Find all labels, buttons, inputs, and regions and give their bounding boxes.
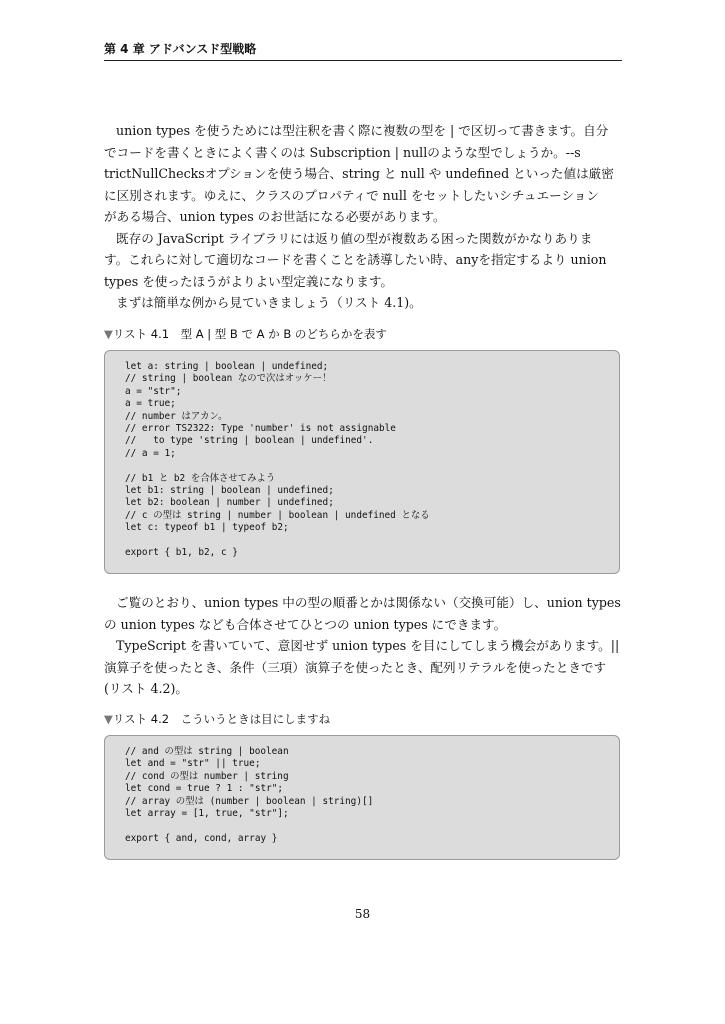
listing-4-2-code <box>105 736 619 845</box>
listing-4-2-label: リスト 4.2 こういうときは目にしますね <box>112 712 331 726</box>
text-line: types を使ったほうがよりよい型定義になります。 <box>104 273 394 289</box>
code-line: let b2: boolean | number | undefined; <box>125 497 334 509</box>
code-line: a = "str"; <box>125 385 182 397</box>
listing-4-2-caption <box>104 711 330 727</box>
text-line: 演算子を使ったとき、条件（三項）演算子を使ったとき、配列リテラルを使ったときです <box>104 659 607 675</box>
code-line: let and = "str" || true; <box>125 758 261 770</box>
listing-4-1-caption <box>104 326 387 342</box>
code-line: // error TS2322: Type 'number' is not assignable <box>125 422 396 434</box>
text-line: に区別されます。ゆえに、クラスのプロパティで null をセットしたいシチュエーション <box>104 187 599 203</box>
code-line: let a: string | boolean | undefined; <box>125 361 329 372</box>
text-line: union types を使うためには型注釈を書く際に複数の型を | で区切って書きます。自分 <box>116 123 609 138</box>
text-line: trictNullChecksオプションを使う場合、string と null や undefined といった値は厳密 <box>104 166 614 181</box>
code-line <box>125 534 619 546</box>
text-line: す。これらに対して適切なコードを書くことを誘導したい時、anyを指定するより union <box>104 252 607 267</box>
text-line: まずは簡単な例から見ていきましょう（リスト 4.1)。 <box>116 295 422 310</box>
code-line: let b1: string | boolean | undefined; <box>125 484 334 496</box>
code-line <box>125 460 619 472</box>
text-line: でコードを書くときによく書くのは Subscription | nullのような型でしょうか。--s <box>104 144 581 160</box>
listing-4-2-code-block <box>104 735 620 860</box>
header-rule <box>104 60 622 61</box>
chapter-running-head: 第 4 章 アドバンスド型戦略 <box>104 42 257 56</box>
code-line: // string | boolean なので次はオッケー！ <box>125 373 332 385</box>
text-line: の union types なども合体させてひとつの union types にできます。 <box>104 616 507 632</box>
code-line: let c: typeof b1 | typeof b2; <box>125 522 289 534</box>
code-line: a = true; <box>125 398 176 410</box>
code-line: // b1 と b2 を合体させてみよう <box>125 472 276 484</box>
text-line: 既存の JavaScript ライブラリには返り値の型が複数ある困った関数がかなりありま <box>116 230 593 246</box>
caption-triangle-icon: ▼ <box>104 712 113 726</box>
intro-paragraphs <box>104 120 622 314</box>
code-line: let cond = true ? 1 : "str"; <box>125 783 284 795</box>
page-number: 58 <box>354 907 371 921</box>
code-line: // number はアカン。 <box>125 410 228 422</box>
middle-paragraphs <box>104 592 622 700</box>
text-line: TypeScript を書いていて、意図せず union types を目にしてしまう機会があります。|| <box>116 638 620 653</box>
text-line: がある場合、union types のお世話になる必要があります。 <box>104 209 446 224</box>
code-line: // cond の型は number | string <box>125 770 289 782</box>
code-line: export { b1, b2, c } <box>125 546 238 558</box>
text-line: ご覧のとおり、union types 中の型の順番とかは関係ない（交換可能）し、union types <box>116 595 621 610</box>
code-line <box>125 820 619 832</box>
code-line: // c の型は string | number | boolean | undefined となる <box>125 509 430 521</box>
code-line: // array の型は (number | boolean | string)[] <box>125 795 374 807</box>
code-line: // to type 'string | boolean | undefined'. <box>125 435 374 447</box>
caption-triangle-icon: ▼ <box>104 327 113 341</box>
code-line: let array = [1, true, "str"]; <box>125 807 289 819</box>
listing-4-1-label: リスト 4.1 型 A | 型 B で A か B のどちらかを表す <box>112 327 387 341</box>
code-line: export { and, cond, array } <box>125 832 278 844</box>
listing-4-1-code-block <box>104 350 620 574</box>
code-line: // and の型は string | boolean <box>125 746 289 757</box>
text-line: (リスト 4.2)。 <box>104 681 188 696</box>
listing-4-1-code <box>105 351 619 559</box>
code-line: // a = 1; <box>125 447 176 459</box>
